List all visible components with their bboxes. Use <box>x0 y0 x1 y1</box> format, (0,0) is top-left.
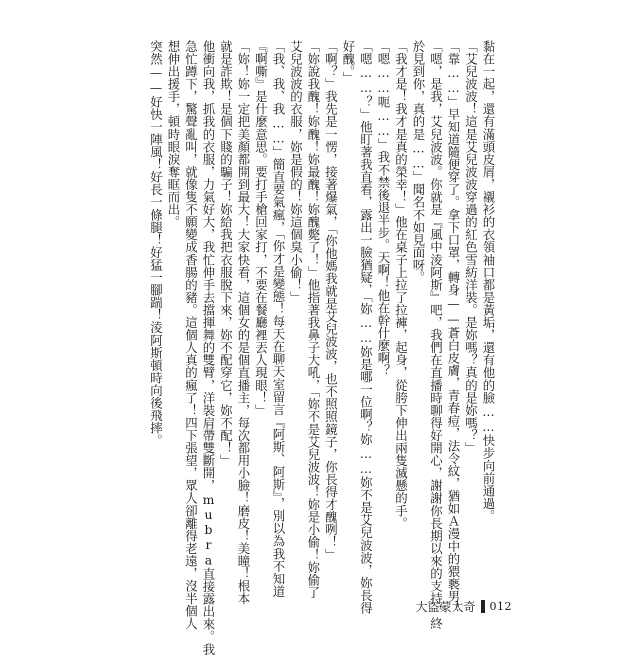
text-column: 「嗯……？」他盯著我直看，露出一臉猶疑，「妳……妳是哪一位啊？妳……妳不是艾兒波波，妳長得 <box>358 40 374 615</box>
text-column: 他衝向我，抓我的衣服，力氣好大，我忙伸手去擋揮舞的雙臂，洋裝肩帶雙斷開，mubra直接露出來。我 <box>201 40 216 655</box>
text-column: 黏在一起，還有滿頭皮屑，襯衫的衣領袖口都是黃垢，還有他的臉……快步向前通過。 <box>481 40 496 523</box>
page-footer <box>415 598 512 615</box>
text-column: 突然——好快一陣風！好長一條腿！好猛一腳踹！淩阿斯頓時向後飛摔。 <box>148 40 164 447</box>
text-column: 「嗯……呃……」我不禁後退半步。天啊！他在幹什麼啊？ <box>376 40 391 377</box>
text-column: 「我、我、我……」簡直要氣瘋，「你才是變態！每天在聊天室留言『阿斯、阿斯』，別以為我不知道 <box>271 40 286 598</box>
text-column: 「艾兒波波！這是艾兒波波穿過的紅色雪紡洋裝。是妳嗎？真的是妳嗎？」 <box>463 40 479 455</box>
footer-divider <box>481 600 485 613</box>
text-column: 急忙蹲下，驚聲亂叫，就像隻不願變成香腸的豬。這個人真的瘋了！四下張望，眾人卻離得老遠，沒半個人 <box>183 40 199 630</box>
book-title: 大盜蒙太奇 <box>415 600 476 614</box>
text-column: 「靠……」早知道隨便穿了。拿下口罩，轉身——蒼白皮膚，青春痘，法令紋，猶如Ａ漫中的猥褻男。 <box>446 40 461 616</box>
page-number: 012 <box>489 600 512 613</box>
text-column: 就是詐欺！是個下賤的騙子！妳給我把衣服脫下來，妳不配穿它，妳不配！」 <box>218 40 234 467</box>
text-column: 「我才是！我才是真的榮幸！」他在桌子上拉了拉褲，起身，從胯下伸出兩隻滅懸的手。 <box>393 40 409 530</box>
text-column: 「妳！妳一定把美顏都開到最大！大家快看，這個女的是個直播主，每次都用小臉！磨皮！美瞳！根本 <box>236 40 251 605</box>
text-column: 想伸出援手，頓時眼淚奪眶而出。 <box>166 40 181 229</box>
text-column: 「嗯，是我，艾兒波波。你就是『風中淩阿斯』吧，我們在直播時聊得好開心，謝謝你長期以來的支持，終 <box>428 40 444 630</box>
text-column: 艾兒波波的衣服，妳是假的！妳這個臭小偷！」 <box>288 40 304 304</box>
text-column: 「妳說我醜！妳醜！妳最醜！妳醜斃了！」他指著我鼻子大吼，「妳不是艾兒波波！妳是小偷！妳偷了 <box>306 40 321 599</box>
text-column: 好醜。」 <box>341 40 356 84</box>
text-column: 於見到你，真的是……」聞名不如見面呀。 <box>411 40 426 284</box>
text-column: 『啊嘶』是什麼意思。要打手槍回家打，不要在餐廳裡丟人現眼！」 <box>253 40 269 417</box>
text-column: 「啊？」我先是一愣，接著爆氣，「你他媽我就是艾兒波波，也不照照鏡子，你長得才醜咧！」 <box>323 40 339 561</box>
